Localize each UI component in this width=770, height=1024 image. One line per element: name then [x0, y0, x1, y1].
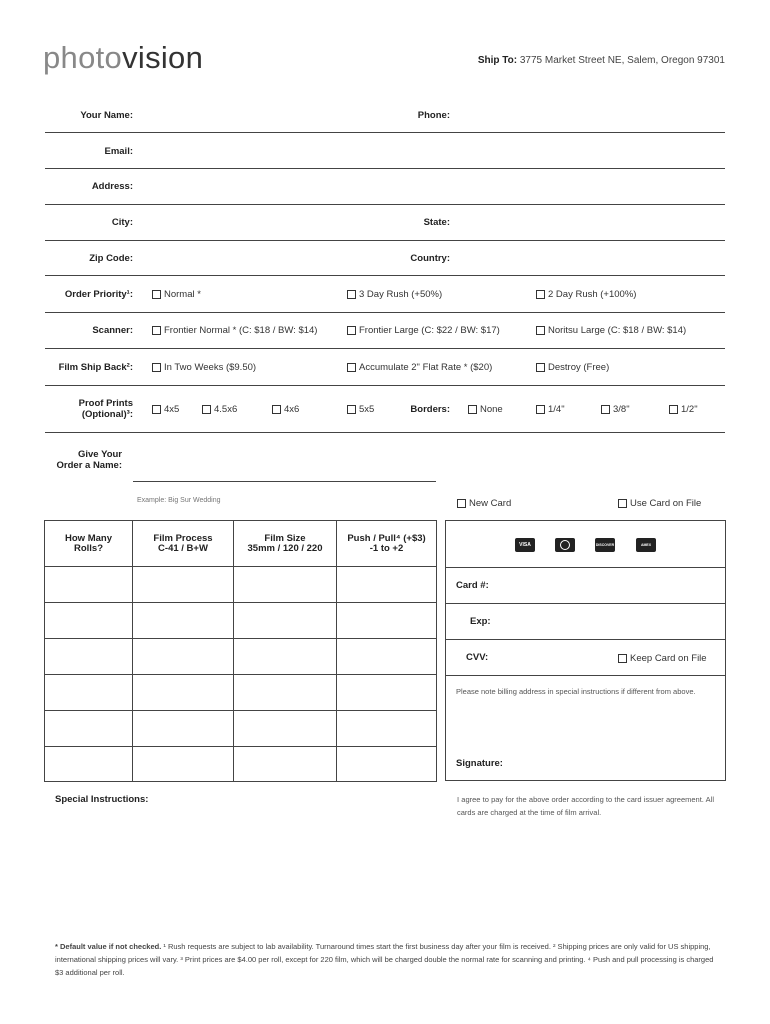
- divider: [45, 168, 725, 169]
- proof-4x6-checkbox[interactable]: 4x6: [272, 404, 299, 415]
- agreement-text: I agree to pay for the above order according to the card issuer agreement. All cards are charged at the time of film arrival.: [457, 795, 714, 817]
- table-cell[interactable]: [337, 567, 437, 603]
- country-label: Country:: [410, 253, 450, 264]
- priority-3day-checkbox[interactable]: 3 Day Rush (+50%): [347, 289, 442, 300]
- table-cell[interactable]: [337, 603, 437, 639]
- table-cell[interactable]: [133, 747, 234, 782]
- col-header-push-pull: Push / Pull⁴ (+$3) -1 to +2: [337, 521, 437, 567]
- divider: [446, 639, 725, 640]
- divider: [446, 567, 725, 568]
- new-card-checkbox[interactable]: New Card: [457, 498, 511, 509]
- borders-label: Borders:: [410, 404, 450, 415]
- table-row: [45, 639, 437, 675]
- shipback-accumulate-checkbox[interactable]: Accumulate 2" Flat Rate * ($20): [347, 362, 492, 373]
- table-cell[interactable]: [234, 567, 337, 603]
- order-name-input[interactable]: [133, 481, 436, 482]
- col-header-film-process: Film Process C-41 / B+W: [133, 521, 234, 567]
- priority-normal-checkbox[interactable]: Normal *: [152, 289, 201, 300]
- table-cell[interactable]: [234, 711, 337, 747]
- table-cell[interactable]: [133, 675, 234, 711]
- divider: [45, 385, 725, 386]
- visa-icon: VISA: [515, 538, 535, 552]
- billing-note: Please note billing address in special instructions if different from above.: [456, 687, 696, 696]
- table-cell[interactable]: [234, 639, 337, 675]
- divider: [446, 603, 725, 604]
- col-header-film-size: Film Size 35mm / 120 / 220: [234, 521, 337, 567]
- table-cell[interactable]: [337, 639, 437, 675]
- footnotes: * Default value if not checked. ¹ Rush requests are subject to lab availability. Turnaround times start the first business day after your film is received. ² Shipping prices are only valid for US shipping, international shipping prices will vary. ³ Print prices are $4.00 per roll, except for 220 film, which will be charged double the normal rate for scanning and printing. ⁴ Push and pull processing is charged $3 additional per roll.: [55, 942, 714, 977]
- exp-label: Exp:: [470, 616, 491, 627]
- divider: [446, 675, 725, 676]
- table-cell[interactable]: [337, 747, 437, 782]
- phone-label: Phone:: [417, 110, 450, 121]
- table-cell[interactable]: [337, 711, 437, 747]
- your-name-label: Your Name:: [80, 110, 133, 121]
- email-label: Email:: [104, 146, 133, 157]
- mastercard-icon: [555, 538, 575, 552]
- divider: [45, 204, 725, 205]
- city-label: City:: [111, 217, 133, 228]
- proof-5x5-checkbox[interactable]: 5x5: [347, 404, 374, 415]
- zip-label: Zip Code:: [89, 253, 133, 264]
- table-cell[interactable]: [45, 675, 133, 711]
- order-priority-label: Order Priority¹:: [64, 289, 133, 300]
- table-row: [45, 675, 437, 711]
- table-cell[interactable]: [45, 567, 133, 603]
- card-number-input[interactable]: [506, 571, 716, 601]
- border-quarter-checkbox[interactable]: 1/4": [536, 404, 565, 415]
- keep-card-checkbox[interactable]: Keep Card on File: [618, 653, 707, 664]
- proof-4-5x6-checkbox[interactable]: 4.5x6: [202, 404, 237, 415]
- discover-icon: DISCOVER: [595, 538, 615, 552]
- table-row: [45, 603, 437, 639]
- table-cell[interactable]: [133, 711, 234, 747]
- border-none-checkbox[interactable]: None: [468, 404, 503, 415]
- film-ship-back-label: Film Ship Back²:: [58, 362, 133, 373]
- divider: [45, 240, 725, 241]
- card-payment-box: [445, 520, 726, 781]
- shipback-two-weeks-checkbox[interactable]: In Two Weeks ($9.50): [152, 362, 256, 373]
- table-cell[interactable]: [45, 747, 133, 782]
- divider: [45, 312, 725, 313]
- table-row: [45, 711, 437, 747]
- scanner-label: Scanner:: [92, 325, 133, 336]
- table-header-row: [45, 521, 437, 567]
- table-row: [45, 747, 437, 782]
- border-half-checkbox[interactable]: 1/2": [669, 404, 698, 415]
- scanner-frontier-normal-checkbox[interactable]: Frontier Normal * (C: $18 / BW: $14): [152, 325, 317, 336]
- priority-2day-checkbox[interactable]: 2 Day Rush (+100%): [536, 289, 636, 300]
- order-name-label: Give Your Order a Name:: [56, 449, 122, 471]
- table-cell[interactable]: [133, 567, 234, 603]
- table-cell[interactable]: [234, 603, 337, 639]
- state-label: State:: [423, 217, 450, 228]
- divider: [45, 432, 725, 433]
- cvv-label: CVV:: [466, 652, 489, 663]
- photovision-logo: photovision: [43, 40, 204, 75]
- table-cell[interactable]: [234, 675, 337, 711]
- table-cell[interactable]: [133, 639, 234, 675]
- shipback-destroy-checkbox[interactable]: Destroy (Free): [536, 362, 609, 373]
- amex-icon: AMEX: [636, 538, 656, 552]
- exp-input[interactable]: [506, 607, 716, 637]
- table-row: [45, 567, 437, 603]
- table-cell[interactable]: [45, 603, 133, 639]
- divider: [45, 348, 725, 349]
- proof-prints-label: Proof Prints (Optional)³:: [78, 398, 133, 420]
- rolls-table: [44, 520, 437, 782]
- ship-to: Ship To: 3775 Market Street NE, Salem, Oregon 97301: [477, 55, 725, 66]
- order-name-example: Example: Big Sur Wedding: [137, 497, 221, 504]
- card-number-label: Card #:: [456, 580, 489, 591]
- special-instructions-input[interactable]: [55, 810, 435, 920]
- address-label: Address:: [91, 181, 133, 192]
- table-cell[interactable]: [133, 603, 234, 639]
- table-cell[interactable]: [337, 675, 437, 711]
- table-cell[interactable]: [45, 639, 133, 675]
- proof-4x5-checkbox[interactable]: 4x5: [152, 404, 179, 415]
- scanner-frontier-large-checkbox[interactable]: Frontier Large (C: $22 / BW: $17): [347, 325, 500, 336]
- use-card-on-file-checkbox[interactable]: Use Card on File: [618, 498, 701, 509]
- table-cell[interactable]: [45, 711, 133, 747]
- border-three-eighths-checkbox[interactable]: 3/8": [601, 404, 630, 415]
- col-header-rolls: How Many Rolls?: [45, 521, 133, 567]
- table-cell[interactable]: [234, 747, 337, 782]
- divider: [45, 275, 725, 276]
- special-instructions-label: Special Instructions:: [55, 794, 149, 805]
- scanner-noritsu-large-checkbox[interactable]: Noritsu Large (C: $18 / BW: $14): [536, 325, 686, 336]
- signature-label: Signature:: [456, 758, 503, 769]
- divider: [45, 132, 725, 133]
